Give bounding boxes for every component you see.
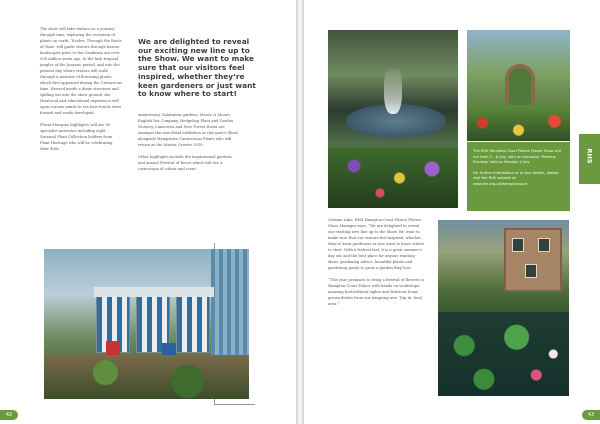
water-lilies [438,312,569,396]
rhs-side-tab [579,134,600,184]
left-column-text [40,26,122,158]
paragraph: Gemma Lake, RHS Hampton Court Palace Flower Show Manager says: “We are delighted to reveal our exciting new line up to the Show. We want to make sure that our visitors feel inspired, whether they’re keen gardeners or just want to know where to start. With a festival feel, it is a great summer’s day out and the best place for anyone wanting ideas, gardening advice, beautiful plants and gardening goods to grow a garden they love. [328,218,425,270]
paragraph: Other highlights include the inspirational gardens and annual Festival of Roses which will see a cornucopia of colour and scent. [138,155,232,171]
info-text: For further information or to buy tickets, please visit the RHS website at www.rhs.org.uk/hamptoncourt [473,170,559,186]
right-column-text [328,217,426,313]
beach-hut [176,295,210,353]
lily-pond-garden-photo [438,220,569,396]
paragraph: The show will take visitors on a journey through time, exploring the evolution of plants on earth. ‘Evolve: Through the Roots of Time’ will guide visitors through barren landscapes prior to the Cambrian era over 500 million years ago, to the lush tropical jungles of the Jurassic period, and into the present day where visitors will walk through a meadow of flowering plants which first appeared during the Cretaceous time. Housed inside a dome structure and spilling out into the show ground, the theatrical and educational experience will open curious minds to see how fossils were formed and seeds developed. [40,27,122,115]
fountain-spray [384,66,402,114]
middle-column-text [138,112,240,178]
paragraph: anniversary. Salutation gardens, Moore & Moore, English Iris Company, Hedgehog Plant and Garden Nursery, Limecross and New Forest Hosta are amongst the new floral exhibitors at this year’s Show, alongside Hampshire Carnivorous Plants who will return as the Master Grower 2018. [138,113,239,147]
show-info-box [467,142,570,211]
beach-huts-garden-photo [44,249,249,399]
cottage [504,228,562,292]
page-number-right: 43 [582,410,600,420]
fountain-garden-photo [328,30,458,208]
spine-gutter [296,0,304,424]
flower-bed [467,105,570,141]
info-text: The RHS Hampton Court Palace Flower Show will run from 2 – 8 July, with an exclusive ‘Preview Evening’ held on Monday 2 July. [473,149,561,165]
page-number-left: 42 [0,410,18,420]
flower-bed [328,148,458,208]
garden-arch-photo [467,30,570,141]
paragraph: “This year promises to bring a festival of flowers to Hampton Court Palace with hands on workshops, amazing horticultural sights and delicious home grown dishes from our tempting new ‘Dig In’ food area.” [328,278,425,306]
paragraph: Floral Marquee highlights will see 80 specialist nurseries including eight National Plant Collection holders from Plant Heritage who will be celebrating their 40th [40,123,113,151]
left-page [0,0,296,424]
rhs-tab-label: RHS [585,148,594,164]
planting [44,355,249,399]
pull-quote-headline: We are delighted to reveal our exciting new line up to the Show. We want to make sure that our visitors feel inspired, whether they’re keen gardeners or just want to know where to start! [138,37,256,99]
